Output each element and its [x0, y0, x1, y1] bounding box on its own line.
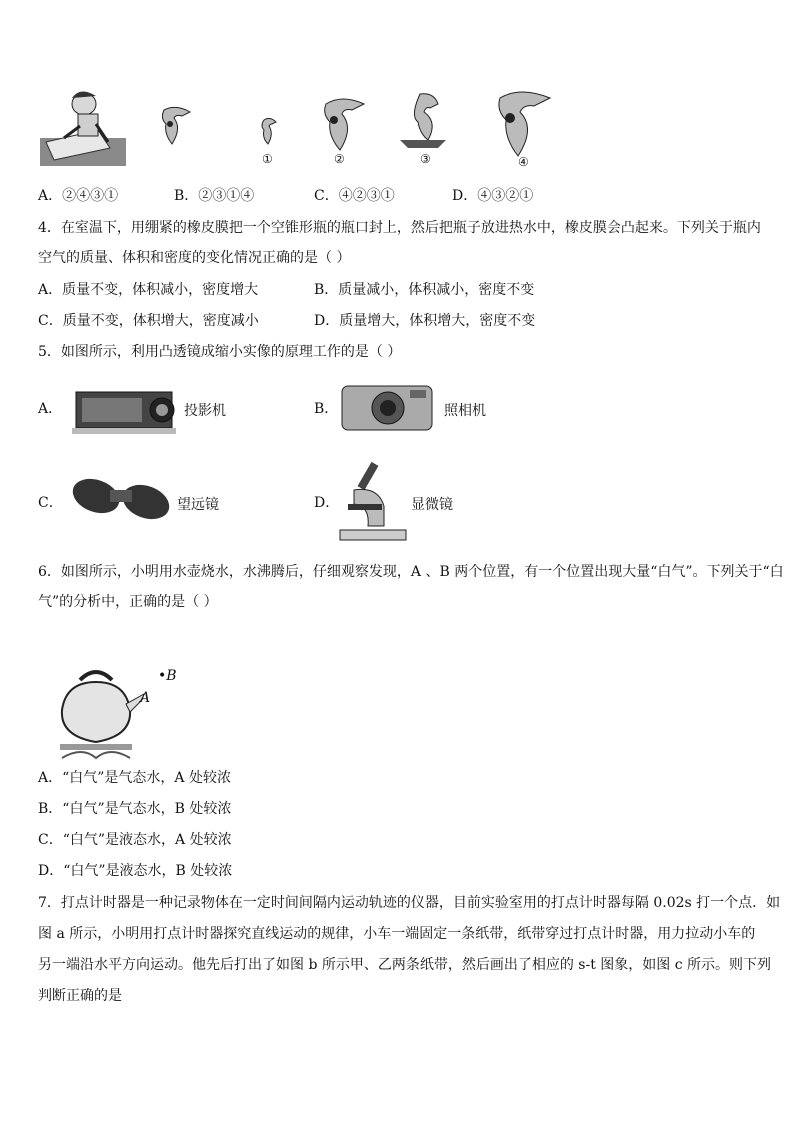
q6-stem-line2: 气”的分析中，正确的是（ ） — [38, 594, 218, 610]
microscope-image — [334, 456, 410, 544]
bird-drawing-2 — [318, 94, 368, 154]
figure-label-2: ② — [334, 152, 345, 166]
figure-label-3: ③ — [420, 152, 431, 166]
q3-option-b: B．②③①④ — [174, 188, 255, 204]
q3-option-d: D．④③②① — [452, 188, 534, 204]
q7-stem-line3: 另一端沿水平方向运动。他先后打出了如图 b 所示甲、乙两条纸带，然后画出了相应的 s-t 图象，如图 c 所示。则下列 — [38, 957, 772, 973]
q3-option-a: A．②④③① — [38, 188, 119, 204]
bird-drawing-0 — [156, 104, 196, 148]
q5-option-b-caption: 照相机 — [444, 403, 486, 419]
projector-image — [72, 384, 182, 438]
q5-option-d-caption: 显微镜 — [411, 497, 453, 513]
figure-label-1: ① — [262, 152, 273, 166]
q5-option-a-letter: A． — [38, 401, 63, 417]
q5-option-b-letter: B． — [314, 401, 339, 417]
q5-option-c-letter: C． — [38, 495, 63, 511]
bird-drawing-3 — [398, 90, 450, 154]
q4-option-c: C．质量不变，体积增大，密度减小 — [38, 313, 259, 329]
q5-option-d-letter: D． — [314, 495, 340, 511]
drawing-person-figure — [40, 86, 126, 166]
binoculars-image — [66, 464, 176, 528]
q6-option-b: B．“白气”是气态水，B 处较浓 — [38, 801, 232, 817]
q3-option-c: C．④②③① — [314, 188, 395, 204]
q4-stem-line2: 空气的质量、体积和密度的变化情况正确的是（ ） — [38, 250, 351, 266]
q6-option-d: D．“白气”是液态水，B 处较浓 — [38, 863, 233, 879]
label-a: A — [140, 690, 151, 706]
q6-option-a: A．“白气”是气态水，A 处较浓 — [38, 770, 231, 786]
q5-option-a-caption: 投影机 — [184, 403, 226, 419]
q7-stem-line2: 图 a 所示，小明用打点计时器探究直线运动的规律，小车一端固定一条纸带，纸带穿过打点计时器，用力拉动小车的 — [38, 926, 756, 942]
q7-stem-line4: 判断正确的是 — [38, 988, 122, 1004]
q5-stem: 5．如图所示，利用凸透镜成缩小实像的原理工作的是（ ） — [38, 344, 402, 360]
q4-stem-line1: 4．在室温下，用绷紧的橡皮膜把一个空锥形瓶的瓶口封上，然后把瓶子放进热水中，橡皮膜会凸起来。下列关于瓶内 — [38, 220, 761, 236]
q7-stem-line1: 7．打点计时器是一种记录物体在一定时间间隔内运动轨迹的仪器，目前实验室用的打点计时器每隔 0.02s 打一个点．如 — [38, 895, 781, 911]
q6-option-c: C．“白气”是液态水，A 处较浓 — [38, 832, 232, 848]
bird-drawing-4 — [490, 86, 552, 158]
q4-option-a: A．质量不变，体积减小，密度增大 — [38, 282, 259, 298]
camera-image — [340, 382, 434, 434]
figure-label-4: ④ — [518, 155, 529, 169]
q4-option-b: B．质量减小，体积减小，密度不变 — [314, 282, 535, 298]
q5-option-c-caption: 望远镜 — [177, 497, 219, 513]
bird-drawing-1 — [258, 116, 280, 146]
q4-option-d: D．质量增大，体积增大，密度不变 — [314, 313, 536, 329]
label-b: •B — [158, 668, 177, 684]
q6-stem-line1: 6．如图所示，小明用水壶烧水，水沸腾后，仔细观察发现，A 、B 两个位置，有一个位置出现大量“白气”。下列关于“白 — [38, 564, 784, 580]
